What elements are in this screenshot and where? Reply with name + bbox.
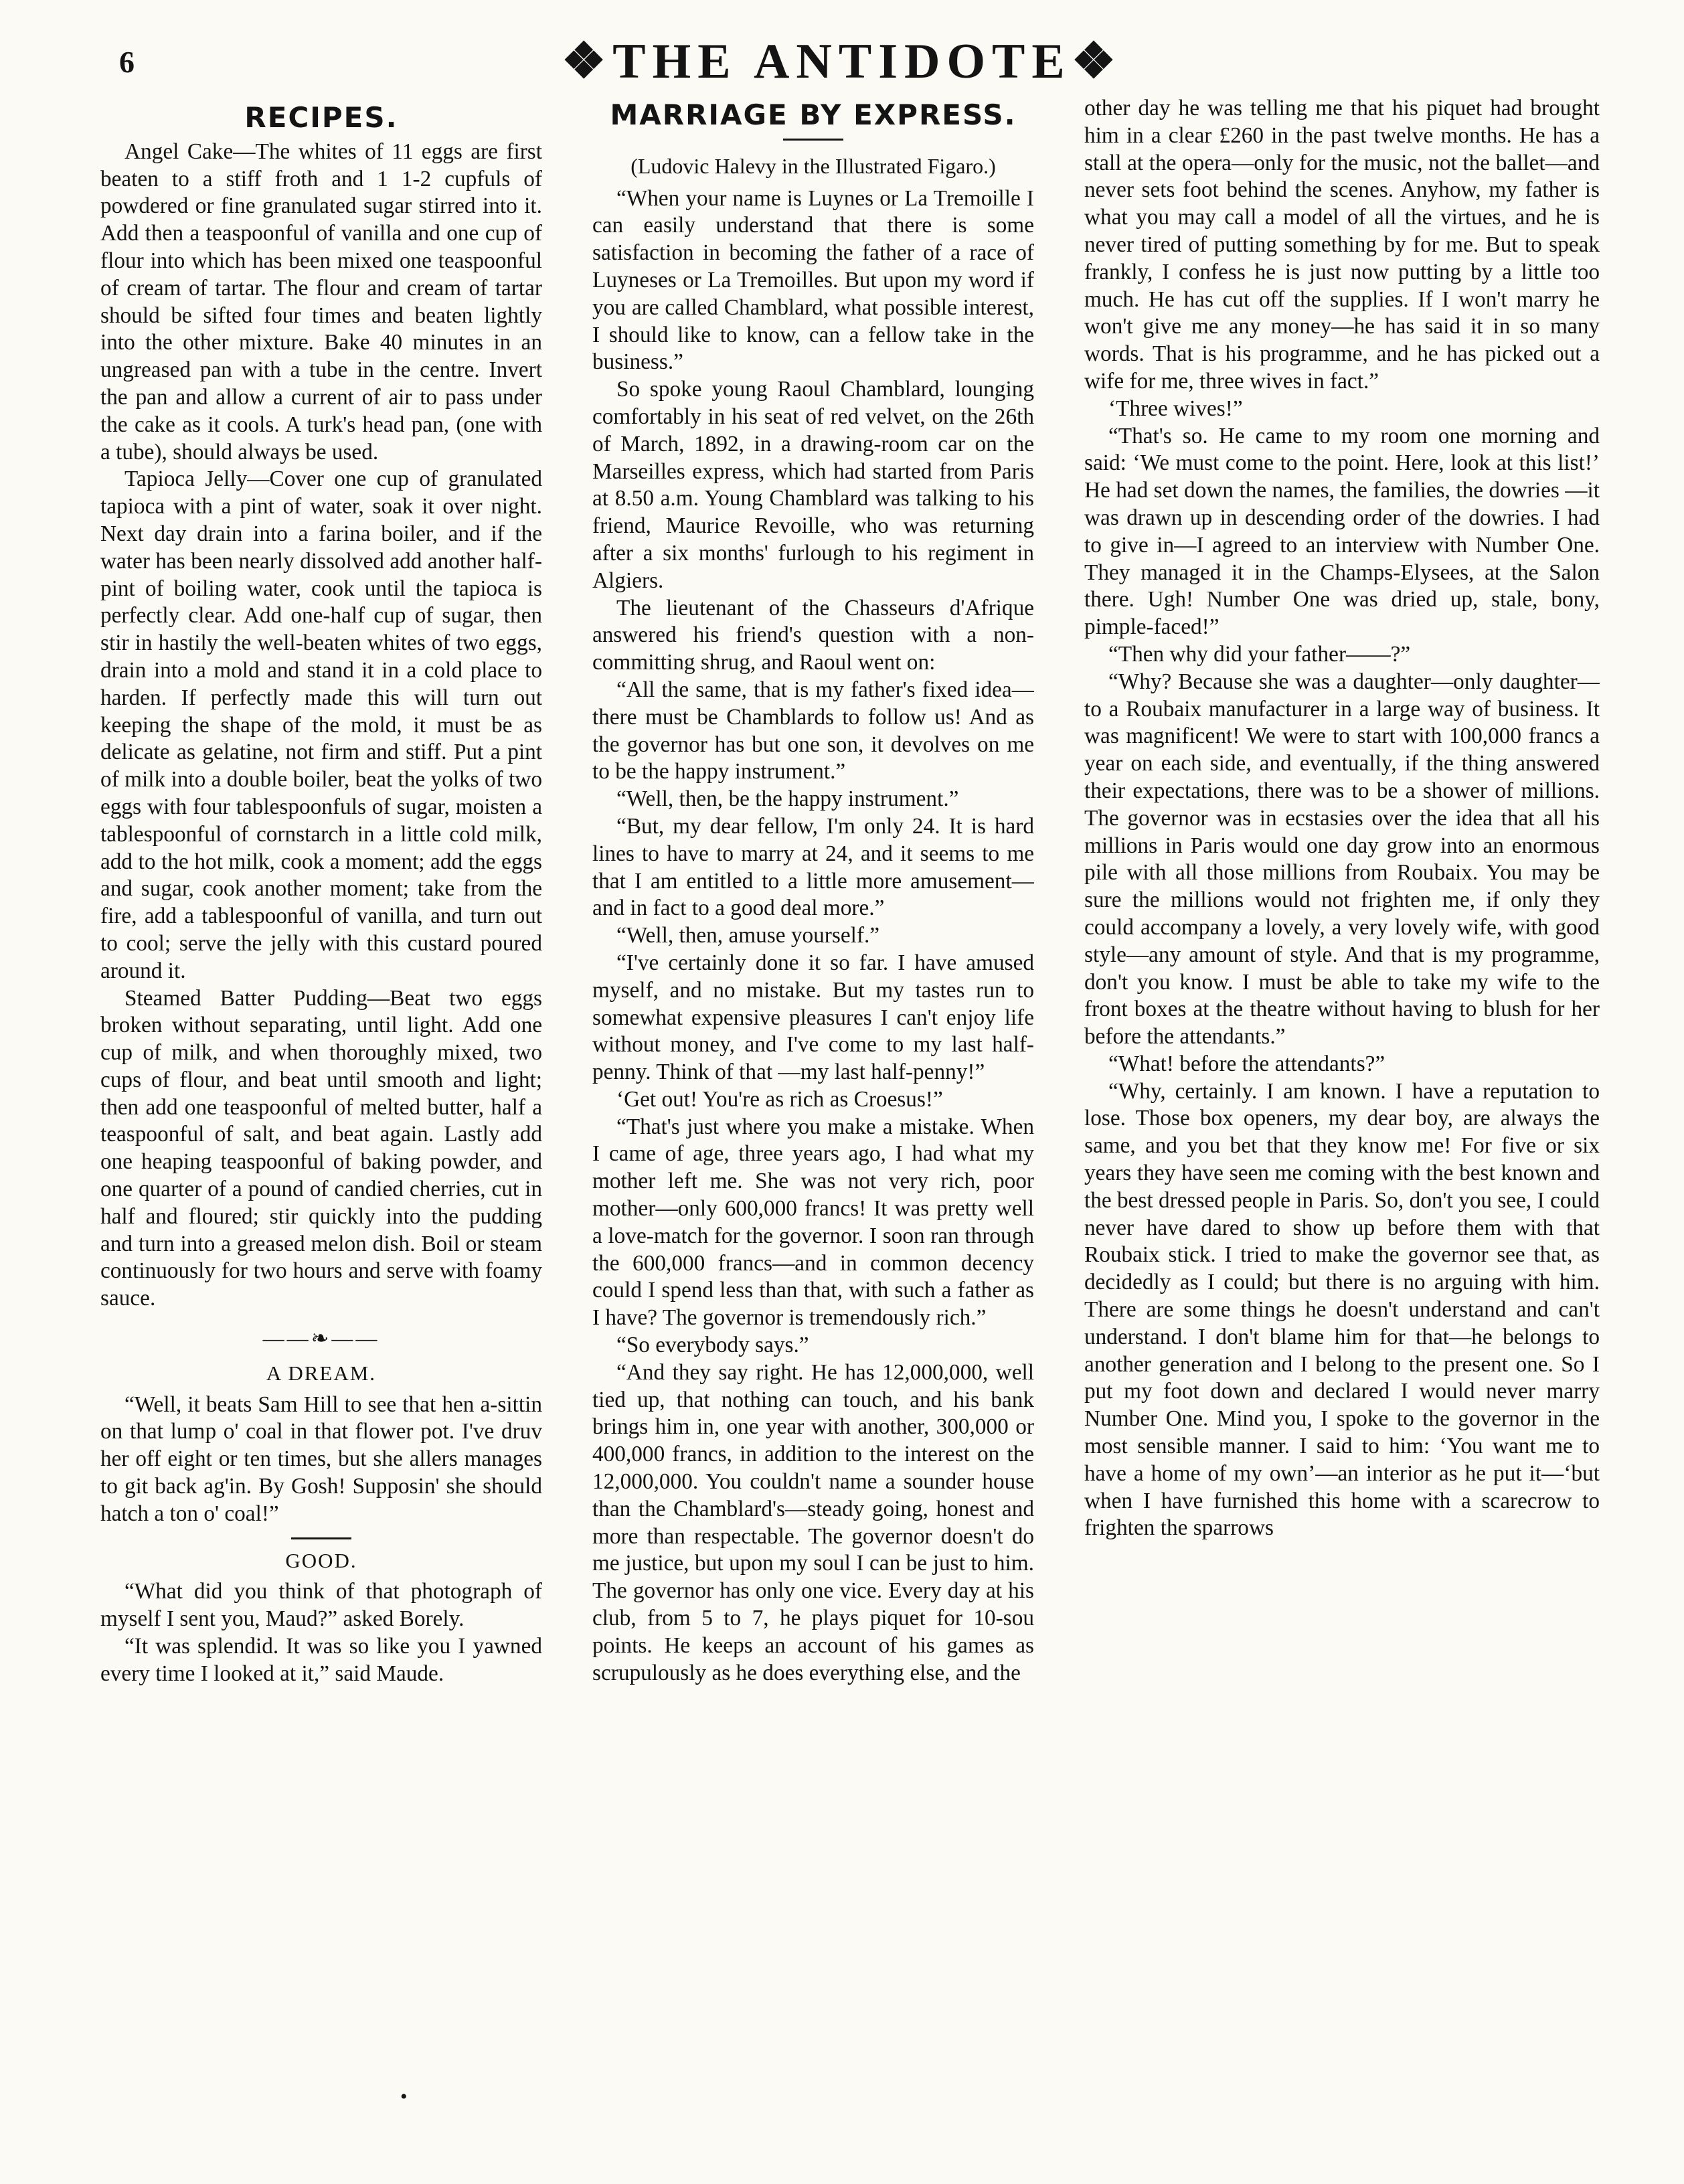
masthead-title: ❖THE ANTIDOTE❖ <box>561 34 1123 89</box>
column-middle <box>592 100 1034 2075</box>
good-text-2: “It was splendid. It was so like you I yawned every time I looked at it,” said Maude. <box>100 1634 542 1686</box>
good-text-1: “What did you think of that photograph of myself I sent you, Maud?” asked Borely. <box>100 1579 542 1632</box>
footer-mark: • <box>400 2086 408 2108</box>
marriage-paragraph: “So everybody says.” <box>616 1333 809 1358</box>
marriage-paragraph: “When your name is Luynes or La Tremoille I can easily understand that there is some satisfaction in becoming the father of a race of Luyneses or La Tremoilles. But upon my word if you are called Chamblard, what possible interest, I should like to know, can a fellow take in the business.” <box>592 185 1034 375</box>
heading-rule <box>783 139 843 141</box>
recipes-heading: RECIPES. <box>244 101 398 134</box>
section-ornament: ——❧—— <box>262 1326 380 1351</box>
marriage-continued-paragraph: ‘Three wives!” <box>1108 396 1243 421</box>
recipe-tapioca-jelly: Tapioca Jelly—Cover one cup of granulated tapioca with a pint of water, soak it over night. Next day drain into a farina boiler, and if the water has been nearly dissolved add another half-pint of boiling water, cook until the tapioca is perfectly clear. Add one-half cup of sugar, then stir in hastily the well-beaten whites of two eggs, drain into a mold and stand it in a cold place to harden. If perfectly made this will turn out keeping the shape of the mold, it must be as delicate as gelatine, not firm and stiff. Put a pint of milk into a double boiler, beat the yolks of two eggs with four tablespoonfuls of sugar, moisten a tablespoonful of cornstarch in a little cold milk, add to the hot milk, cook a moment; add the eggs and sugar, cook another moment; take from the fire, add a tablespoonful of vanilla, and turn out to cool; serve the jelly with this custard poured around it. <box>100 467 542 983</box>
section-rule <box>291 1537 351 1539</box>
good-heading: GOOD. <box>285 1548 357 1572</box>
recipe-batter-pudding: Steamed Batter Pudding—Beat two eggs broken without separating, until light. Add one cup of milk, and when thoroughly mixed, two cups of flour, and beat until smooth and light; then add one teaspoonful of melted butter, half a teaspoonful of salt, and beat again. Lastly add one heaping teaspoonful of baking powder, and one quarter of a pound of candied cherries, cut in half and floured; stir quickly into the pudding and turn into a greased melon dish. Boil or steam continuously for two hours and serve with foamy sauce. <box>100 985 542 1311</box>
marriage-continued-paragraph: “That's so. He came to my room one morning and said: ‘We must come to the point. Here, look at this list!’ He had set down the names, the families, the dowries —it was drawn up in descending order of the dowries. I had to give in—I agreed to an interview with Number One. They managed it in the Champs-Elysees, at the Salon there. Ugh! Number One was dried up, stale, bony, pimple-faced!” <box>1084 423 1600 640</box>
dream-heading: A DREAM. <box>266 1361 377 1385</box>
marriage-continued-paragraph: “Then why did your father——?” <box>1108 641 1411 667</box>
marriage-continued-paragraph: “Why, certainly. I am known. I have a reputation to lose. Those box openers, my dear boy, are always the same, and you bet that they know me! For five or six years they have seen me coming with the best known and the best dressed people in Paris. So, don't you see, I could never have dared to show up before them with that Roubaix stick. I tried to make the governor see that, as decidedly as I could; but there is no arguing with him. There are some things he doesn't understand and can't understand. I don't blame him for that—he belongs to another generation and I belong to the present one. So I put my foot down and declared I would never marry Number One. Mind you, I spoke to the governor in the most sensible manner. I said to him: ‘You want me to have a home of my own’—an interior as he put it—‘but when I have furnished this home with a scarecrow to frighten the sparrows <box>1084 1078 1600 1541</box>
marriage-paragraph: “All the same, that is my father's fixed idea—there must be Chamblards to follow us! And as the governor has but one son, it devolves on me to be the happy instrument.” <box>592 677 1034 784</box>
page-number: 6 <box>119 45 135 79</box>
marriage-paragraph: The lieutenant of the Chasseurs d'Afrique answered his friend's question with a non-committing shrug, and Raoul went on: <box>592 595 1034 675</box>
marriage-paragraph: “That's just where you make a mistake. When I came of age, three years ago, I had what my mother left me. She was not very rich, poor mother—only 600,000 francs! It was pretty well a love-match for the governor. I soon ran through the 600,000 francs—and in common decency could I spend less than that, with such a father as I have? The governor is tremendously rich.” <box>592 1114 1034 1331</box>
recipe-angel-cake: Angel Cake—The whites of 11 eggs are first beaten to a stiff froth and 1 1-2 cupfuls of powdered or fine granulated sugar stirred into it. Add then a teaspoonful of vanilla and one cup of flour into which has been mixed one teaspoonful of cream of tartar. The flour and cream of tartar should be sifted four times and beaten lightly into the other mixture. Bake 40 minutes in an ungreased pan with a tube in the centre. Invert the pan and allow a current of air to pass under the cake as it cools. A turk's head pan, (one with a tube), should always be used. <box>100 139 542 465</box>
marriage-paragraph: “But, my dear fellow, I'm only 24. It is hard lines to have to marry at 24, and it seems to me that I am entitled to a little more amusement—and in fact to a good deal more.” <box>592 813 1034 921</box>
marriage-paragraph: “Well, then, amuse yourself.” <box>616 923 880 948</box>
dream-text: “Well, it beats Sam Hill to see that hen a-sittin on that lump o' coal in that flower pot. I've druv her off eight or ten times, but she allers manages to git back ag'in. By Gosh! Supposin' she should hatch a ton o' coal!” <box>100 1392 542 1526</box>
column-right <box>1084 95 1600 2070</box>
marriage-heading: MARRIAGE BY EXPRESS. <box>610 100 1017 131</box>
marriage-paragraph: “I've certainly done it so far. I have amused myself, and no mistake. But my tastes run to somewhat expensive pleasures I can't enjoy life without money, and I've come to my last half-penny. Think of that —my last half-penny!” <box>592 950 1034 1085</box>
marriage-byline: (Ludovic Halevy in the Illustrated Figaro.) <box>630 153 996 178</box>
column-left <box>100 100 542 2075</box>
article-columns <box>100 96 1600 2075</box>
marriage-continued-paragraph: “Why? Because she was a daughter—only daughter—to a Roubaix manufacturer in a large way of business. It was magnificent! We were to start with 100,000 francs a year on each side, and eventually, if the thing answered their expectations, there was to be a shower of millions. The governor was in ecstasies over the idea that all his millions in Paris would one day grow into an enormous pile with all those millions from Roubaix. You may be sure the millions would not frighten me, if only they could accompany a lovely, a very lovely wife, with good style—any amount of style. And that is my programme, don't you know. I must be able to take my wife to the front boxes at the theatre without having to blush for her before the attendants.” <box>1084 669 1600 1049</box>
marriage-paragraph: So spoke young Raoul Chamblard, lounging comfortably in his seat of red velvet, on the 26th of March, 1892, in a drawing-room car on the Marseilles express, which had started from Paris at 8.50 a.m. Young Chamblard was talking to his friend, Maurice Revoille, who was returning after a six months' furlough to his regiment in Algiers. <box>592 377 1034 593</box>
marriage-continued-paragraph: other day he was telling me that his piquet had brought him in a clear £260 in the past twelve months. He has a stall at the opera—only for the music, not the ballet—and never sets foot behind the scenes. Anyhow, my father is what you may call a model of all the virtues, and he is never tired of putting something by for me. But to speak frankly, I confess he is just now putting by a little too much. He has cut off the supplies. If I won't marry he won't give me any money—he has said it in so many words. That is his programme, and he has picked out a wife for me, three wives in fact.” <box>1084 96 1600 394</box>
marriage-paragraph: “Well, then, be the happy instrument.” <box>616 786 959 812</box>
marriage-continued-paragraph: “What! before the attendants?” <box>1108 1051 1385 1076</box>
marriage-paragraph: “And they say right. He has 12,000,000, well tied up, that nothing can touch, and his bank brings him in, one year with another, 300,000 or 400,000 francs, in addition to the interest on the 12,000,000. You couldn't name a sounder house than the Chamblard's—steady going, honest and more than respectable. The governor doesn't do me justice, but upon my soul I can be just to him. The governor has only one vice. Every day at his club, from 5 to 7, he plays piquet for 10-sou points. He keeps an account of his games as scrupulously as he does everything else, and the <box>592 1359 1034 1685</box>
marriage-paragraph: ‘Get out! You're as rich as Croesus!” <box>616 1086 943 1112</box>
